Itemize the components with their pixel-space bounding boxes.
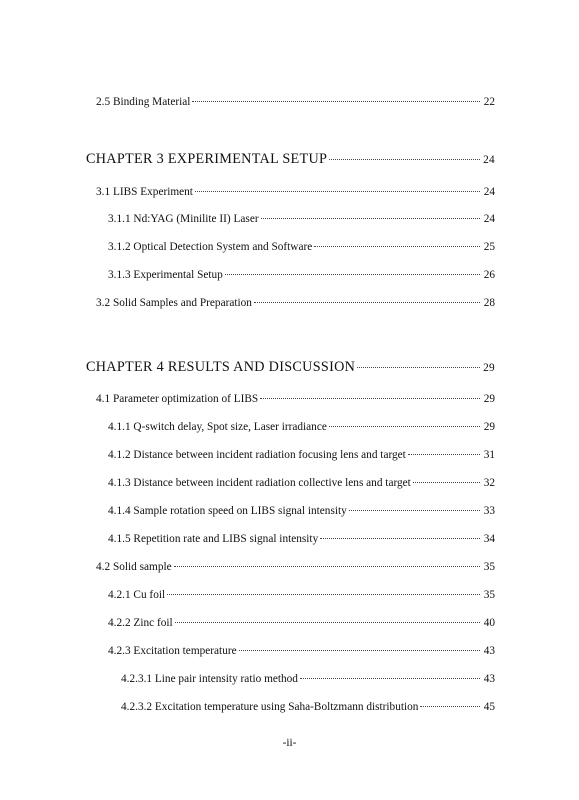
toc-entry-title: 3.1.1 Nd:YAG (Minilite II) Laser <box>108 213 259 225</box>
toc-entry-page: 35 <box>483 589 495 601</box>
dot-leader <box>413 482 480 483</box>
toc-entry <box>108 504 495 518</box>
page-number: -ii- <box>282 737 297 749</box>
toc-entry-title: 4.2.3.2 Excitation temperature using Saha-Boltzmann distribution <box>121 701 419 713</box>
dot-leader <box>420 706 480 707</box>
toc-entry-page: 24 <box>483 186 495 198</box>
toc-entry <box>96 560 495 574</box>
toc-entry-page: 26 <box>483 269 495 281</box>
toc-entry-title: 4.1.2 Distance between incident radiation focusing lens and target <box>108 449 406 461</box>
toc-entry <box>108 644 495 658</box>
toc-entry-title: 4.1.1 Q-switch delay, Spot size, Laser irradiance <box>108 421 327 433</box>
toc-entry-page: 43 <box>483 645 495 657</box>
toc-entry-title: 4.2.2 Zinc foil <box>108 617 173 629</box>
toc-entry-title: 3.1 LIBS Experiment <box>96 186 193 198</box>
toc-entry-page: 33 <box>483 505 495 517</box>
toc-entry-page: 31 <box>483 449 495 461</box>
toc-entry-page: 24 <box>483 213 495 225</box>
toc-entry <box>96 392 495 406</box>
toc-entry-page: 35 <box>483 561 495 573</box>
toc-entry-page: 40 <box>483 617 495 629</box>
dot-leader <box>195 191 480 192</box>
dot-leader <box>314 246 480 247</box>
toc-entry-page: 43 <box>483 673 495 685</box>
dot-leader <box>260 398 480 399</box>
toc-entry-page: 25 <box>483 241 495 253</box>
dot-leader <box>349 510 480 511</box>
toc-entry <box>121 672 495 686</box>
dot-leader <box>408 454 480 455</box>
toc-entry <box>121 700 495 714</box>
toc-entry-page: 24 <box>483 154 495 166</box>
toc-chapter-heading <box>86 359 495 377</box>
toc-entry-title: CHAPTER 4 RESULTS AND DISCUSSION <box>86 359 356 375</box>
dot-leader <box>329 159 480 160</box>
toc-entry-page: 29 <box>483 421 495 433</box>
toc-entry-title: 4.2.3.1 Line pair intensity ratio method <box>121 673 298 685</box>
toc-entry-title: 4.2.3 Excitation temperature <box>108 645 237 657</box>
dot-leader <box>300 678 480 679</box>
toc-entry-page: 29 <box>483 362 495 374</box>
dot-leader <box>320 538 480 539</box>
dot-leader <box>357 367 480 368</box>
toc-entry <box>96 185 495 199</box>
toc-entry <box>96 95 495 109</box>
toc-entry-title: 4.1 Parameter optimization of LIBS <box>96 393 259 405</box>
toc-entry-page: 28 <box>483 297 495 309</box>
toc-entry <box>108 616 495 630</box>
dot-leader <box>225 274 480 275</box>
toc-entry-title: 3.1.3 Experimental Setup <box>108 269 223 281</box>
toc-entry-title: 3.1.2 Optical Detection System and Software <box>108 241 313 253</box>
toc-entry-title: CHAPTER 3 EXPERIMENTAL SETUP <box>86 151 328 167</box>
toc-entry <box>108 588 495 602</box>
toc-entry-page: 34 <box>483 533 495 545</box>
toc-entry-title: 4.1.3 Distance between incident radiation collective lens and target <box>108 477 411 489</box>
toc-chapter-heading <box>86 151 495 169</box>
toc-entry <box>108 240 495 254</box>
toc-entry <box>108 448 495 462</box>
dot-leader <box>167 594 480 595</box>
dot-leader <box>175 622 480 623</box>
toc-entry-page: 32 <box>483 477 495 489</box>
toc-entry-title: 4.1.5 Repetition rate and LIBS signal intensity <box>108 533 319 545</box>
toc-entry <box>108 532 495 546</box>
dot-leader <box>254 302 480 303</box>
toc-entry-page: 22 <box>483 96 495 108</box>
toc-entry <box>96 296 495 310</box>
dot-leader <box>329 426 480 427</box>
toc-entry-title: 2.5 Binding Material <box>96 96 191 108</box>
toc-entry-title: 4.1.4 Sample rotation speed on LIBS signal intensity <box>108 505 347 517</box>
dot-leader <box>174 566 480 567</box>
toc-entry-page: 45 <box>483 701 495 713</box>
toc-entry-title: 4.2.1 Cu foil <box>108 589 166 601</box>
dot-leader <box>192 101 480 102</box>
toc-entry <box>108 268 495 282</box>
toc-entry <box>108 476 495 490</box>
toc-entry-title: 3.2 Solid Samples and Preparation <box>96 297 252 309</box>
dot-leader <box>261 218 480 219</box>
toc-entry-title: 4.2 Solid sample <box>96 561 172 573</box>
toc-entry-page: 29 <box>483 393 495 405</box>
toc-entry <box>108 420 495 434</box>
dot-leader <box>239 650 480 651</box>
toc-entry <box>108 212 495 226</box>
